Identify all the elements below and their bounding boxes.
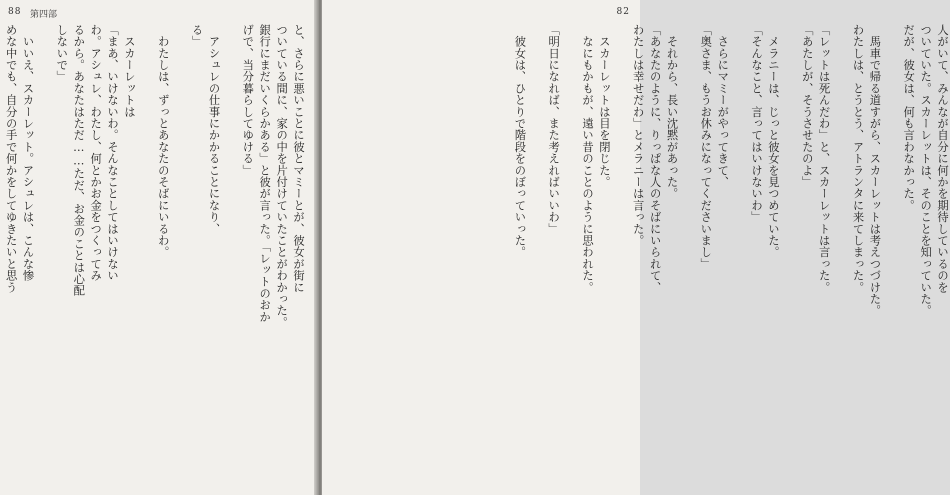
right-page-text — [513, 24, 950, 486]
text-line: 「まあ、いけないわ。そんなことしてはいけない — [106, 24, 120, 282]
text-line: わたしは、ずっとあなたのそばにいるわ。 — [156, 24, 170, 258]
text-line: わたしは幸せだわ」とメラニーは言った。 — [631, 24, 645, 247]
text-line: 彼女は、ひとりで階段をのぼっていった。 — [513, 24, 527, 258]
text-line: 人がいて、みんなが自分に何かを期待しているのを — [936, 24, 949, 294]
text-line: 「明日になれば、また考えればいいわ」 — [547, 24, 561, 235]
text-line: 馬車で帰る道すがら、スカーレットは考えつづけた。 — [868, 24, 882, 317]
text-line: メラニーは、じっと彼女を見つめていた。 — [766, 24, 780, 258]
text-line: げで、当分暮らしてゆける」 — [241, 24, 255, 177]
text-line: アシュレの仕事にかかることになり、 — [207, 24, 221, 235]
text-line — [221, 24, 238, 486]
left-page — [0, 0, 318, 495]
text-line: るから。あなたはただ……ただ、お金のことは心配 — [72, 24, 86, 297]
text-line: と、さらに悪いことに彼とマミーとが、彼女が街に — [292, 24, 305, 294]
text-line: 「あたしが、そうさせたのよ」 — [800, 24, 814, 188]
text-line: わたしは、とうとう、アトランタに来てしまった。 — [851, 24, 865, 294]
text-line: る」 — [190, 24, 204, 48]
text-line — [36, 24, 53, 486]
text-line: スカーレットは — [122, 24, 136, 118]
right-page-number: 82 — [616, 7, 630, 17]
text-line: スカーレットは目を閉じた。 — [597, 24, 611, 188]
text-line — [781, 24, 798, 486]
text-line: 銀行にまだいくらかある」と彼が言った。「レットのおか — [258, 24, 272, 323]
text-line: ついていた。スカーレットは、そのことを知っていた。 — [919, 24, 933, 317]
text-line: 「そんなこと、言ってはいけないわ」 — [750, 24, 764, 223]
text-line: 「あなたのように、りっぱな人のそばにいられて、 — [648, 24, 662, 294]
text-line: なにもかもが、遠い昔のことのように思われた。 — [580, 24, 594, 294]
text-line: わ。アシュレ、わたし、何とかお金をつくってみ — [89, 24, 103, 282]
text-line — [137, 24, 154, 486]
text-line: しないで」 — [55, 24, 69, 83]
running-head: 第四部 — [30, 10, 58, 20]
text-line: 「レットは死んだわ」と、スカーレットは言った。 — [817, 24, 831, 294]
text-line: 「奥さま、もうお休みになってくださいまし」 — [699, 24, 713, 270]
text-line — [561, 24, 578, 486]
text-line — [680, 24, 697, 486]
text-line — [832, 24, 849, 486]
text-line — [730, 24, 747, 486]
left-page-number: 88 — [8, 7, 22, 17]
right-page — [322, 0, 949, 495]
text-line — [527, 24, 544, 486]
text-line: だが、彼女は、何も言わなかった。 — [902, 24, 916, 212]
text-line — [171, 24, 188, 486]
text-line — [882, 24, 899, 486]
text-line: それから、長い沈黙があった。 — [665, 24, 679, 200]
left-page-text — [4, 24, 306, 486]
text-line — [612, 24, 629, 486]
text-line: めな中でも、自分の手で何かをしてゆきたいと思う — [4, 24, 18, 294]
text-line: いいえ、スカーレット。アシュレは、こんな惨 — [21, 24, 35, 282]
text-line: さらにマミーがやってきて、 — [716, 24, 730, 188]
text-line: ついている間に、家の中を片付けていたことがわかった。 — [275, 24, 289, 329]
